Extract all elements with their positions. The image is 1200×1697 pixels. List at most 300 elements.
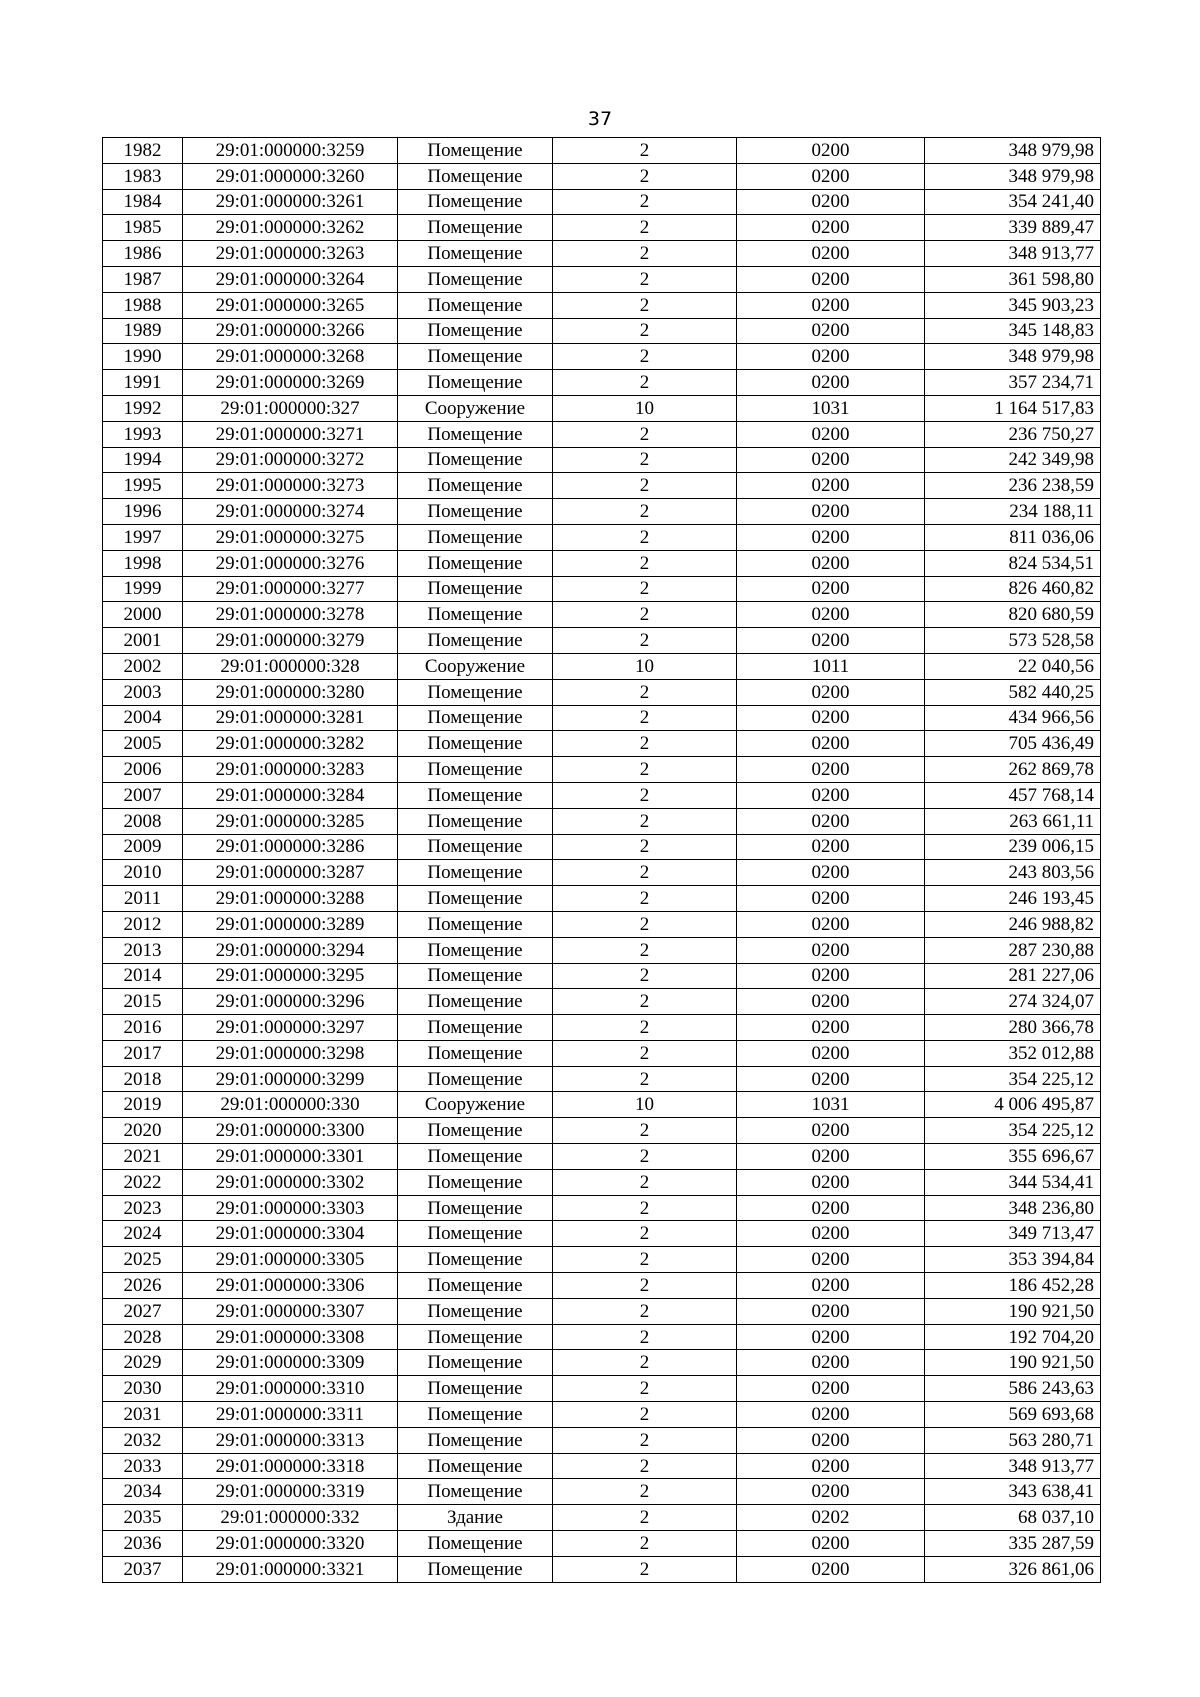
group-cell: 2 <box>553 189 737 215</box>
row-number-cell: 2023 <box>103 1195 183 1221</box>
object-type-cell: Помещение <box>398 705 553 731</box>
table-row <box>103 1144 1101 1170</box>
cadastral-number-cell: 29:01:000000:3282 <box>183 731 398 757</box>
cadastral-number-cell: 29:01:000000:3301 <box>183 1144 398 1170</box>
group-cell: 2 <box>553 576 737 602</box>
group-cell: 2 <box>553 911 737 937</box>
cadastral-number-cell: 29:01:000000:3294 <box>183 937 398 963</box>
row-number-cell: 2017 <box>103 1040 183 1066</box>
group-cell: 2 <box>553 1195 737 1221</box>
row-number-cell: 2019 <box>103 1092 183 1118</box>
table-row <box>103 421 1101 447</box>
group-cell: 2 <box>553 163 737 189</box>
row-number-cell: 2011 <box>103 886 183 912</box>
table-row <box>103 189 1101 215</box>
table-row <box>103 138 1101 164</box>
cadastral-value-cell: 705 436,49 <box>925 731 1101 757</box>
group-cell: 2 <box>553 602 737 628</box>
table-row <box>103 576 1101 602</box>
group-cell: 2 <box>553 344 737 370</box>
code-cell: 0200 <box>737 1169 925 1195</box>
table-row <box>103 886 1101 912</box>
code-cell: 0200 <box>737 189 925 215</box>
cadastral-value-cell: 243 803,56 <box>925 860 1101 886</box>
code-cell: 0200 <box>737 989 925 1015</box>
cadastral-value-cell: 335 287,59 <box>925 1531 1101 1557</box>
code-cell: 0200 <box>737 628 925 654</box>
object-type-cell: Помещение <box>398 1453 553 1479</box>
row-number-cell: 2015 <box>103 989 183 1015</box>
object-type-cell: Помещение <box>398 1531 553 1557</box>
table-row <box>103 1040 1101 1066</box>
cadastral-value-cell: 1 164 517,83 <box>925 395 1101 421</box>
table-row <box>103 1195 1101 1221</box>
table-row <box>103 1556 1101 1582</box>
group-cell: 2 <box>553 1066 737 1092</box>
cadastral-number-cell: 29:01:000000:3287 <box>183 860 398 886</box>
row-number-cell: 2020 <box>103 1118 183 1144</box>
object-type-cell: Помещение <box>398 963 553 989</box>
object-type-cell: Помещение <box>398 241 553 267</box>
table-row <box>103 370 1101 396</box>
object-type-cell: Помещение <box>398 1221 553 1247</box>
row-number-cell: 2010 <box>103 860 183 886</box>
object-type-cell: Помещение <box>398 860 553 886</box>
cadastral-value-cell: 573 528,58 <box>925 628 1101 654</box>
cadastral-value-cell: 811 036,06 <box>925 524 1101 550</box>
code-cell: 0200 <box>737 318 925 344</box>
row-number-cell: 1992 <box>103 395 183 421</box>
table-row <box>103 1479 1101 1505</box>
row-number-cell: 2021 <box>103 1144 183 1170</box>
table-row <box>103 447 1101 473</box>
cadastral-number-cell: 29:01:000000:3307 <box>183 1298 398 1324</box>
table-row <box>103 241 1101 267</box>
cadastral-number-cell: 29:01:000000:3319 <box>183 1479 398 1505</box>
row-number-cell: 2012 <box>103 911 183 937</box>
cadastral-value-cell: 361 598,80 <box>925 266 1101 292</box>
cadastral-value-cell: 348 913,77 <box>925 1453 1101 1479</box>
row-number-cell: 1988 <box>103 292 183 318</box>
group-cell: 2 <box>553 473 737 499</box>
object-type-cell: Помещение <box>398 163 553 189</box>
table-row <box>103 989 1101 1015</box>
row-number-cell: 2026 <box>103 1273 183 1299</box>
cadastral-value-cell: 563 280,71 <box>925 1427 1101 1453</box>
cadastral-value-cell: 820 680,59 <box>925 602 1101 628</box>
row-number-cell: 2032 <box>103 1427 183 1453</box>
code-cell: 0200 <box>737 705 925 731</box>
group-cell: 2 <box>553 1040 737 1066</box>
code-cell: 0200 <box>737 421 925 447</box>
object-type-cell: Помещение <box>398 1427 553 1453</box>
code-cell: 0200 <box>737 524 925 550</box>
object-type-cell: Помещение <box>398 1144 553 1170</box>
group-cell: 2 <box>553 266 737 292</box>
row-number-cell: 2022 <box>103 1169 183 1195</box>
group-cell: 2 <box>553 1350 737 1376</box>
row-number-cell: 2014 <box>103 963 183 989</box>
row-number-cell: 2005 <box>103 731 183 757</box>
object-type-cell: Помещение <box>398 834 553 860</box>
object-type-cell: Помещение <box>398 550 553 576</box>
object-type-cell: Помещение <box>398 447 553 473</box>
cadastral-value-cell: 281 227,06 <box>925 963 1101 989</box>
code-cell: 0200 <box>737 808 925 834</box>
row-number-cell: 2024 <box>103 1221 183 1247</box>
group-cell: 2 <box>553 731 737 757</box>
code-cell: 0200 <box>737 679 925 705</box>
cadastral-value-cell: 343 638,41 <box>925 1479 1101 1505</box>
cadastral-number-cell: 29:01:000000:3259 <box>183 138 398 164</box>
cadastral-value-cell: 239 006,15 <box>925 834 1101 860</box>
cadastral-value-cell: 339 889,47 <box>925 215 1101 241</box>
cadastral-number-cell: 29:01:000000:3278 <box>183 602 398 628</box>
cadastral-number-cell: 29:01:000000:3272 <box>183 447 398 473</box>
cadastral-number-cell: 29:01:000000:3266 <box>183 318 398 344</box>
table-row <box>103 1118 1101 1144</box>
cadastral-number-cell: 29:01:000000:3295 <box>183 963 398 989</box>
group-cell: 2 <box>553 1479 737 1505</box>
object-type-cell: Помещение <box>398 1273 553 1299</box>
table-row <box>103 266 1101 292</box>
cadastral-value-cell: 345 148,83 <box>925 318 1101 344</box>
row-number-cell: 2003 <box>103 679 183 705</box>
cadastral-number-cell: 29:01:000000:3304 <box>183 1221 398 1247</box>
code-cell: 0200 <box>737 1221 925 1247</box>
group-cell: 2 <box>553 1556 737 1582</box>
cadastral-number-cell: 29:01:000000:3298 <box>183 1040 398 1066</box>
table-row <box>103 292 1101 318</box>
object-type-cell: Помещение <box>398 473 553 499</box>
row-number-cell: 1982 <box>103 138 183 164</box>
cadastral-value-cell: 236 750,27 <box>925 421 1101 447</box>
table-row <box>103 1324 1101 1350</box>
table-row <box>103 679 1101 705</box>
page-number: 37 <box>587 108 613 130</box>
object-type-cell: Помещение <box>398 731 553 757</box>
cadastral-value-cell: 354 241,40 <box>925 189 1101 215</box>
group-cell: 2 <box>553 705 737 731</box>
object-type-cell: Помещение <box>398 138 553 164</box>
cadastral-number-cell: 29:01:000000:3264 <box>183 266 398 292</box>
object-type-cell: Сооружение <box>398 395 553 421</box>
cadastral-value-cell: 457 768,14 <box>925 782 1101 808</box>
object-type-cell: Помещение <box>398 1350 553 1376</box>
code-cell: 0200 <box>737 1531 925 1557</box>
cadastral-value-cell: 353 394,84 <box>925 1247 1101 1273</box>
code-cell: 0200 <box>737 1556 925 1582</box>
cadastral-value-cell: 234 188,11 <box>925 499 1101 525</box>
code-cell: 0200 <box>737 1118 925 1144</box>
row-number-cell: 2001 <box>103 628 183 654</box>
object-type-cell: Помещение <box>398 499 553 525</box>
object-type-cell: Помещение <box>398 370 553 396</box>
table-row <box>103 1247 1101 1273</box>
group-cell: 2 <box>553 860 737 886</box>
group-cell: 2 <box>553 241 737 267</box>
cadastral-value-cell: 345 903,23 <box>925 292 1101 318</box>
group-cell: 2 <box>553 963 737 989</box>
cadastral-number-cell: 29:01:000000:3321 <box>183 1556 398 1582</box>
row-number-cell: 1984 <box>103 189 183 215</box>
object-type-cell: Помещение <box>398 421 553 447</box>
cadastral-value-cell: 287 230,88 <box>925 937 1101 963</box>
cadastral-number-cell: 29:01:000000:3318 <box>183 1453 398 1479</box>
group-cell: 2 <box>553 679 737 705</box>
code-cell: 0200 <box>737 1453 925 1479</box>
group-cell: 2 <box>553 1427 737 1453</box>
code-cell: 0200 <box>737 550 925 576</box>
table-row <box>103 1350 1101 1376</box>
cadastral-number-cell: 29:01:000000:3305 <box>183 1247 398 1273</box>
cadastral-value-cell: 348 979,98 <box>925 344 1101 370</box>
group-cell: 2 <box>553 1169 737 1195</box>
row-number-cell: 2016 <box>103 1015 183 1041</box>
object-type-cell: Помещение <box>398 1118 553 1144</box>
table-row <box>103 911 1101 937</box>
object-type-cell: Помещение <box>398 189 553 215</box>
table-row <box>103 757 1101 783</box>
object-type-cell: Помещение <box>398 1040 553 1066</box>
group-cell: 2 <box>553 1118 737 1144</box>
cadastral-number-cell: 29:01:000000:3308 <box>183 1324 398 1350</box>
object-type-cell: Помещение <box>398 808 553 834</box>
cadastral-value-cell: 824 534,51 <box>925 550 1101 576</box>
object-type-cell: Помещение <box>398 757 553 783</box>
cadastral-value-cell: 262 869,78 <box>925 757 1101 783</box>
table-row <box>103 808 1101 834</box>
table-body <box>103 138 1101 1583</box>
cadastral-value-cell: 263 661,11 <box>925 808 1101 834</box>
cadastral-value-cell: 326 861,06 <box>925 1556 1101 1582</box>
object-type-cell: Помещение <box>398 1298 553 1324</box>
code-cell: 0200 <box>737 1402 925 1428</box>
cadastral-number-cell: 29:01:000000:3309 <box>183 1350 398 1376</box>
cadastral-number-cell: 29:01:000000:3302 <box>183 1169 398 1195</box>
cadastral-value-cell: 352 012,88 <box>925 1040 1101 1066</box>
cadastral-value-cell: 236 238,59 <box>925 473 1101 499</box>
table-row <box>103 834 1101 860</box>
cadastral-value-cell: 434 966,56 <box>925 705 1101 731</box>
row-number-cell: 2034 <box>103 1479 183 1505</box>
table-row <box>103 473 1101 499</box>
cadastral-number-cell: 29:01:000000:3311 <box>183 1402 398 1428</box>
group-cell: 10 <box>553 1092 737 1118</box>
object-type-cell: Помещение <box>398 524 553 550</box>
group-cell: 2 <box>553 989 737 1015</box>
table-row <box>103 395 1101 421</box>
table-row <box>103 1531 1101 1557</box>
row-number-cell: 1996 <box>103 499 183 525</box>
row-number-cell: 1986 <box>103 241 183 267</box>
code-cell: 0200 <box>737 576 925 602</box>
cadastral-number-cell: 29:01:000000:3285 <box>183 808 398 834</box>
object-type-cell: Помещение <box>398 1376 553 1402</box>
row-number-cell: 1987 <box>103 266 183 292</box>
row-number-cell: 2008 <box>103 808 183 834</box>
code-cell: 0200 <box>737 447 925 473</box>
table-row <box>103 1402 1101 1428</box>
table-row <box>103 1066 1101 1092</box>
group-cell: 2 <box>553 886 737 912</box>
code-cell: 0200 <box>737 1066 925 1092</box>
code-cell: 0200 <box>737 757 925 783</box>
cadastral-number-cell: 29:01:000000:3299 <box>183 1066 398 1092</box>
code-cell: 1031 <box>737 1092 925 1118</box>
code-cell: 0200 <box>737 370 925 396</box>
group-cell: 2 <box>553 1531 737 1557</box>
cadastral-number-cell: 29:01:000000:3284 <box>183 782 398 808</box>
row-number-cell: 2000 <box>103 602 183 628</box>
cadastral-number-cell: 29:01:000000:3274 <box>183 499 398 525</box>
group-cell: 2 <box>553 628 737 654</box>
object-type-cell: Помещение <box>398 266 553 292</box>
row-number-cell: 2027 <box>103 1298 183 1324</box>
table-row <box>103 499 1101 525</box>
cadastral-number-cell: 29:01:000000:3296 <box>183 989 398 1015</box>
cadastral-value-cell: 348 913,77 <box>925 241 1101 267</box>
row-number-cell: 1985 <box>103 215 183 241</box>
table-row <box>103 860 1101 886</box>
code-cell: 0200 <box>737 937 925 963</box>
code-cell: 0200 <box>737 215 925 241</box>
code-cell: 0200 <box>737 1427 925 1453</box>
cadastral-number-cell: 29:01:000000:328 <box>183 653 398 679</box>
cadastral-value-cell: 190 921,50 <box>925 1298 1101 1324</box>
table-row <box>103 653 1101 679</box>
row-number-cell: 2031 <box>103 1402 183 1428</box>
code-cell: 0200 <box>737 1144 925 1170</box>
cadastral-value-cell: 242 349,98 <box>925 447 1101 473</box>
group-cell: 2 <box>553 138 737 164</box>
cadastral-number-cell: 29:01:000000:330 <box>183 1092 398 1118</box>
object-type-cell: Помещение <box>398 1066 553 1092</box>
cadastral-number-cell: 29:01:000000:3277 <box>183 576 398 602</box>
table-row <box>103 1015 1101 1041</box>
group-cell: 2 <box>553 1144 737 1170</box>
group-cell: 10 <box>553 395 737 421</box>
cadastral-number-cell: 29:01:000000:3320 <box>183 1531 398 1557</box>
cadastral-number-cell: 29:01:000000:3268 <box>183 344 398 370</box>
object-type-cell: Помещение <box>398 602 553 628</box>
row-number-cell: 1995 <box>103 473 183 499</box>
table-row <box>103 215 1101 241</box>
cadastral-number-cell: 29:01:000000:3310 <box>183 1376 398 1402</box>
code-cell: 0200 <box>737 499 925 525</box>
object-type-cell: Помещение <box>398 886 553 912</box>
object-type-cell: Помещение <box>398 679 553 705</box>
table-row <box>103 602 1101 628</box>
code-cell: 0200 <box>737 834 925 860</box>
object-type-cell: Помещение <box>398 937 553 963</box>
code-cell: 0200 <box>737 163 925 189</box>
cadastral-value-cell: 22 040,56 <box>925 653 1101 679</box>
group-cell: 2 <box>553 782 737 808</box>
code-cell: 0200 <box>737 602 925 628</box>
code-cell: 0200 <box>737 860 925 886</box>
cadastral-value-cell: 569 693,68 <box>925 1402 1101 1428</box>
cadastral-number-cell: 29:01:000000:3286 <box>183 834 398 860</box>
object-type-cell: Помещение <box>398 782 553 808</box>
cadastral-value-table <box>102 137 1101 1583</box>
cadastral-number-cell: 29:01:000000:3273 <box>183 473 398 499</box>
code-cell: 0200 <box>737 1376 925 1402</box>
group-cell: 2 <box>553 1221 737 1247</box>
group-cell: 2 <box>553 1453 737 1479</box>
group-cell: 2 <box>553 292 737 318</box>
object-type-cell: Помещение <box>398 1479 553 1505</box>
code-cell: 0200 <box>737 1479 925 1505</box>
row-number-cell: 2035 <box>103 1505 183 1531</box>
object-type-cell: Помещение <box>398 1169 553 1195</box>
table-row <box>103 1273 1101 1299</box>
code-cell: 0200 <box>737 1350 925 1376</box>
code-cell: 0200 <box>737 911 925 937</box>
code-cell: 1011 <box>737 653 925 679</box>
object-type-cell: Помещение <box>398 1247 553 1273</box>
table-row <box>103 344 1101 370</box>
object-type-cell: Сооружение <box>398 1092 553 1118</box>
row-number-cell: 1994 <box>103 447 183 473</box>
cadastral-number-cell: 29:01:000000:3280 <box>183 679 398 705</box>
group-cell: 10 <box>553 653 737 679</box>
table-row <box>103 1169 1101 1195</box>
table-row <box>103 1453 1101 1479</box>
group-cell: 2 <box>553 1015 737 1041</box>
row-number-cell: 1997 <box>103 524 183 550</box>
object-type-cell: Помещение <box>398 215 553 241</box>
table-row <box>103 1298 1101 1324</box>
object-type-cell: Сооружение <box>398 653 553 679</box>
object-type-cell: Помещение <box>398 344 553 370</box>
row-number-cell: 2033 <box>103 1453 183 1479</box>
code-cell: 0200 <box>737 1273 925 1299</box>
table-row <box>103 1505 1101 1531</box>
cadastral-number-cell: 29:01:000000:3281 <box>183 705 398 731</box>
table-row <box>103 163 1101 189</box>
table-row <box>103 318 1101 344</box>
cadastral-number-cell: 29:01:000000:3279 <box>183 628 398 654</box>
cadastral-value-cell: 190 921,50 <box>925 1350 1101 1376</box>
cadastral-number-cell: 29:01:000000:3297 <box>183 1015 398 1041</box>
cadastral-number-cell: 29:01:000000:3275 <box>183 524 398 550</box>
code-cell: 0200 <box>737 963 925 989</box>
code-cell: 0200 <box>737 1247 925 1273</box>
table-row <box>103 1092 1101 1118</box>
cadastral-value-cell: 354 225,12 <box>925 1118 1101 1144</box>
table-row <box>103 731 1101 757</box>
group-cell: 2 <box>553 524 737 550</box>
row-number-cell: 2002 <box>103 653 183 679</box>
table-row <box>103 963 1101 989</box>
code-cell: 0200 <box>737 266 925 292</box>
object-type-cell: Помещение <box>398 576 553 602</box>
cadastral-number-cell: 29:01:000000:3306 <box>183 1273 398 1299</box>
cadastral-number-cell: 29:01:000000:3271 <box>183 421 398 447</box>
cadastral-value-cell: 357 234,71 <box>925 370 1101 396</box>
table-row <box>103 628 1101 654</box>
code-cell: 1031 <box>737 395 925 421</box>
cadastral-value-cell: 348 979,98 <box>925 163 1101 189</box>
cadastral-number-cell: 29:01:000000:3300 <box>183 1118 398 1144</box>
cadastral-value-cell: 186 452,28 <box>925 1273 1101 1299</box>
group-cell: 2 <box>553 447 737 473</box>
group-cell: 2 <box>553 215 737 241</box>
row-number-cell: 2013 <box>103 937 183 963</box>
row-number-cell: 1990 <box>103 344 183 370</box>
row-number-cell: 1991 <box>103 370 183 396</box>
